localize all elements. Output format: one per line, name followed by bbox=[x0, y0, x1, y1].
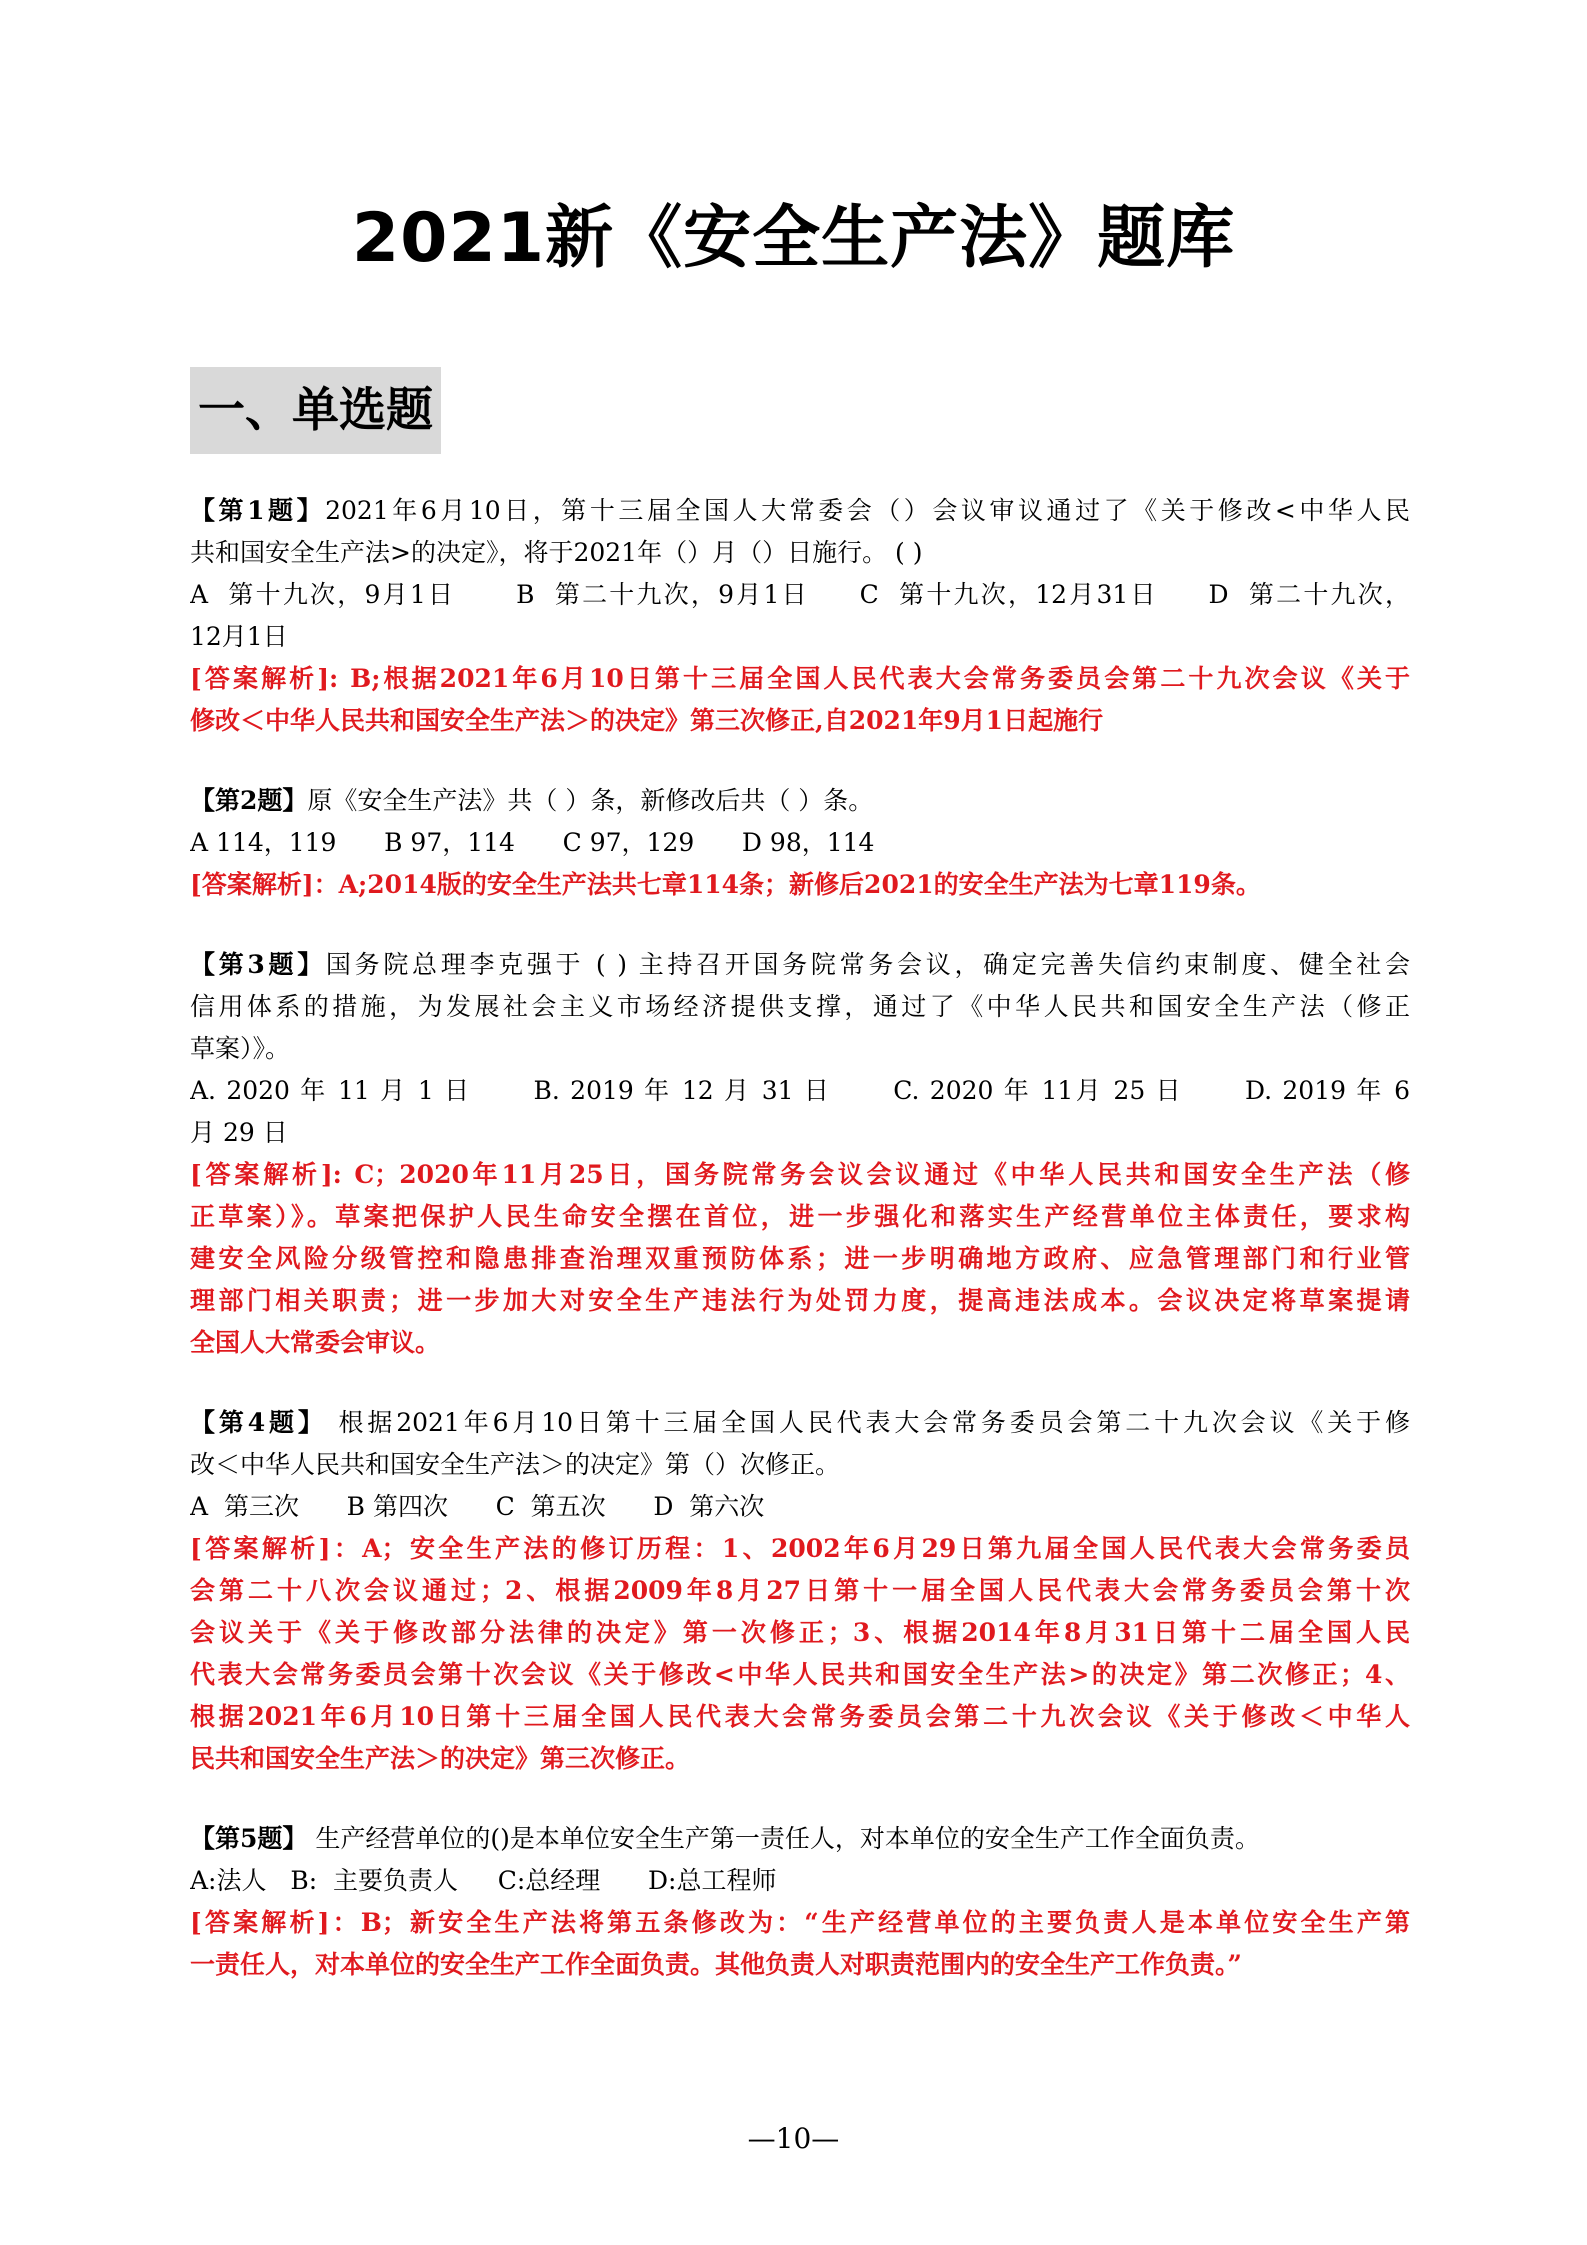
answer-line: 一责任人，对本单位的安全生产工作全面负责。其他负责人对职责范围内的安全生产工作负责。” bbox=[190, 1950, 1242, 1979]
question-stem-line bbox=[190, 780, 1410, 822]
question-stem-line bbox=[190, 1028, 1410, 1070]
question-stem-text: 改＜中华人民共和国安全生产法＞的决定》第（）次修正。 bbox=[190, 1450, 841, 1479]
question-number: 【第2题】 bbox=[190, 786, 308, 815]
answer-line: 根据2021年6月10日第十三届全国人民代表大会常务委员会第二十九次会议《关于修改＜中华人 bbox=[190, 1702, 1410, 1731]
question-number: 【第4题】 bbox=[190, 1408, 327, 1437]
question-stem-text: 共和国安全生产法>的决定》，将于2021年（）月（）日施行。 ( ) bbox=[190, 538, 923, 567]
question-stem-text: 草案）》。 bbox=[190, 1034, 291, 1063]
question-block bbox=[190, 944, 1410, 1364]
answer-line: 正草案）》。草案把保护人民生命安全摆在首位，进一步强化和落实生产经营单位主体责任，要求构 bbox=[190, 1202, 1410, 1231]
question-number: 【第3题】 bbox=[190, 950, 326, 979]
question-stem-line bbox=[190, 944, 1410, 986]
answer-line: 建安全风险分级管控和隐患排查治理双重预防体系；进一步明确地方政府、应急管理部门和行业管 bbox=[190, 1244, 1410, 1273]
question-stem-text: 2021年6月10日，第十三届全国人大常委会（）会议审议通过了《关于修改<中华人民 bbox=[325, 496, 1410, 525]
question-stem-line bbox=[190, 1444, 1410, 1486]
question-block bbox=[190, 1402, 1410, 1780]
answer-explanation bbox=[190, 1528, 1410, 1780]
answer-line: 会议关于《关于修改部分法律的决定》第一次修正；3、根据2014年8月31日第十二届全国人民 bbox=[190, 1618, 1410, 1647]
question-options-line: 月 29 日 bbox=[190, 1118, 288, 1147]
page-number: —10— bbox=[747, 2122, 840, 2155]
question-number: 【第1题】 bbox=[190, 496, 326, 525]
answer-explanation bbox=[190, 864, 1410, 906]
question-options-line: 12月1日 bbox=[190, 622, 288, 651]
question-stem-line bbox=[190, 986, 1410, 1028]
question-stem-line bbox=[190, 490, 1410, 532]
answer-explanation bbox=[190, 1902, 1410, 1986]
question-stem-line bbox=[190, 532, 1410, 574]
answer-explanation bbox=[190, 1154, 1410, 1364]
question-stem-text: 国务院总理李克强于 ( ) 主持召开国务院常务会议，确定完善失信约束制度、健全社会 bbox=[325, 950, 1410, 979]
question-options-line: A:法人 B: 主要负责人 C:总经理 D:总工程师 bbox=[190, 1866, 777, 1895]
question-options-line: A 第十九次，9月1日 B 第二十九次，9月1日 C 第十九次，12月31日 D 第二十九次， bbox=[190, 580, 1410, 609]
question-options-line: A 第三次 B 第四次 C 第五次 D 第六次 bbox=[190, 1492, 765, 1521]
answer-line: 修改＜中华人民共和国安全生产法＞的决定》第三次修正,自2021年9月1日起施行 bbox=[190, 706, 1104, 735]
answer-line: [答案解析]：A；安全生产法的修订历程：1、2002年6月29日第九届全国人民代表大会常务委员 bbox=[190, 1534, 1410, 1563]
question-stem-text: 根据2021年6月10日第十三届全国人民代表大会常务委员会第二十九次会议《关于修 bbox=[326, 1408, 1410, 1437]
section-heading: 一、单选题 bbox=[190, 367, 441, 454]
answer-line: 理部门相关职责；进一步加大对安全生产违法行为处罚力度，提高违法成本。会议决定将草案提请 bbox=[190, 1286, 1410, 1315]
question-number: 【第5题】 bbox=[190, 1824, 308, 1853]
answer-line: [答案解析]：A;2014版的安全生产法共七章114条；新修后2021的安全生产法为七章119条。 bbox=[190, 870, 1261, 899]
question-options-line: A. 2020 年 11 月 1 日 B. 2019 年 12 月 31 日 C. 2020 年 11月 25 日 D. 2019 年 6 bbox=[190, 1076, 1410, 1105]
question-stem-text: 信用体系的措施，为发展社会主义市场经济提供支撑，通过了《中华人民共和国安全生产法（修正 bbox=[190, 992, 1410, 1021]
answer-line: [答案解析]: B;根据2021年6月10日第十三届全国人民代表大会常务委员会第二十九次会议《关于 bbox=[190, 664, 1410, 693]
answer-line: 民共和国安全生产法＞的决定》第三次修正。 bbox=[190, 1744, 691, 1773]
question-list bbox=[190, 490, 1410, 2024]
document-title: 2021新《安全生产法》题库 bbox=[351, 199, 1236, 278]
question-stem-line bbox=[190, 1402, 1410, 1444]
answer-line: [答案解析]：B；新安全生产法将第五条修改为：“生产经营单位的主要负责人是本单位安全生产第 bbox=[190, 1908, 1410, 1937]
question-options-line: A 114，119 B 97，114 C 97，129 D 98，114 bbox=[190, 828, 875, 857]
question-block bbox=[190, 780, 1410, 906]
question-stem-text: 生产经营单位的()是本单位安全生产第一责任人，对本单位的安全生产工作全面负责。 bbox=[307, 1824, 1260, 1853]
answer-explanation bbox=[190, 658, 1410, 742]
answer-line: 会第二十八次会议通过；2、根据2009年8月27日第十一届全国人民代表大会常务委员会第十次 bbox=[190, 1576, 1410, 1605]
question-stem-text: 原《安全生产法》共（ ）条，新修改后共（ ）条。 bbox=[307, 786, 874, 815]
question-block bbox=[190, 490, 1410, 742]
answer-line: [答案解析]: C；2020年11月25日，国务院常务会议会议通过《中华人民共和国安全生产法（修 bbox=[190, 1160, 1410, 1189]
answer-line: 全国人大常委会审议。 bbox=[190, 1328, 441, 1357]
question-block bbox=[190, 1818, 1410, 1986]
answer-line: 代表大会常务委员会第十次会议《关于修改<中华人民共和国安全生产法>的决定》第二次修正；4、 bbox=[190, 1660, 1410, 1689]
question-stem-line bbox=[190, 1818, 1410, 1860]
